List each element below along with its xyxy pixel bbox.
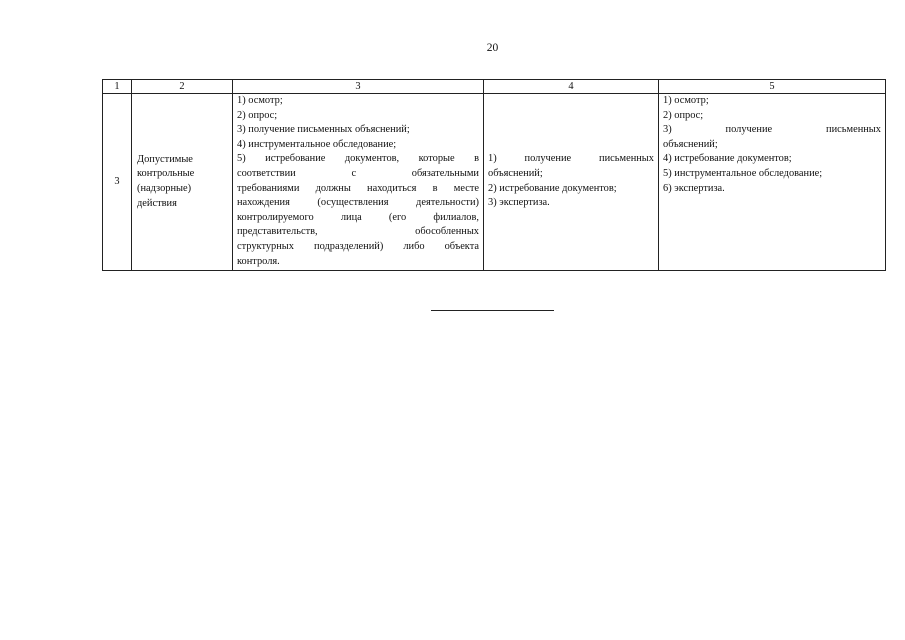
header-col-2: 2 — [132, 80, 233, 94]
row-name-line: Допустимые — [137, 153, 193, 165]
list-item: контролируемого лица (его филиалов, — [237, 211, 479, 223]
list-item: 2) опрос; — [663, 109, 704, 121]
list-item: 1) осмотр; — [663, 95, 709, 106]
list-item: объяснений; — [488, 167, 543, 179]
closing-divider — [431, 310, 554, 311]
list-item: 5) инструментальное обследование; — [663, 167, 823, 179]
header-col-3: 3 — [233, 80, 484, 94]
list-item: контроля. — [237, 255, 280, 267]
actions-list-col3 — [233, 94, 484, 271]
header-col-4: 4 — [484, 80, 659, 94]
list-item: 2) опрос; — [237, 109, 278, 121]
page-number: 20 — [486, 42, 499, 54]
list-item: структурных подразделений) либо объекта — [237, 240, 479, 252]
list-item: объяснений; — [663, 138, 718, 150]
table-row — [103, 94, 886, 271]
row-name-line: действия — [137, 197, 177, 209]
list-item: 3) экспертиза. — [488, 197, 550, 209]
actions-list-col4 — [484, 94, 659, 271]
list-item: 6) экспертиза. — [663, 182, 725, 194]
list-item: соответствии с обязательными — [237, 167, 479, 179]
list-item: 1) получение письменных — [488, 153, 654, 165]
list-item: 4) инструментальное обследование; — [237, 138, 397, 150]
table-header-row — [103, 80, 886, 94]
list-item: представительств, обособленных — [237, 226, 479, 238]
row-number: 3 — [103, 94, 132, 271]
list-item: 1) осмотр; — [237, 95, 283, 106]
row-name — [132, 94, 233, 271]
list-item: 4) истребование документов; — [663, 153, 792, 165]
actions-list-col5 — [659, 94, 886, 271]
list-item: требованиями должны находиться в месте — [237, 182, 479, 194]
list-item: 2) истребование документов; — [488, 182, 617, 194]
row-name-line: контрольные — [137, 168, 195, 180]
list-item: 5) истребование документов, которые в — [237, 153, 479, 165]
list-item: нахождения (осуществления деятельности) — [237, 197, 479, 209]
row-name-line: (надзорные) — [137, 183, 192, 195]
requirements-table — [102, 79, 886, 271]
header-col-1: 1 — [103, 80, 132, 94]
header-col-5: 5 — [659, 80, 886, 94]
list-item: 3) получение письменных объяснений; — [237, 124, 410, 136]
list-item: 3) получение письменных — [663, 124, 881, 136]
